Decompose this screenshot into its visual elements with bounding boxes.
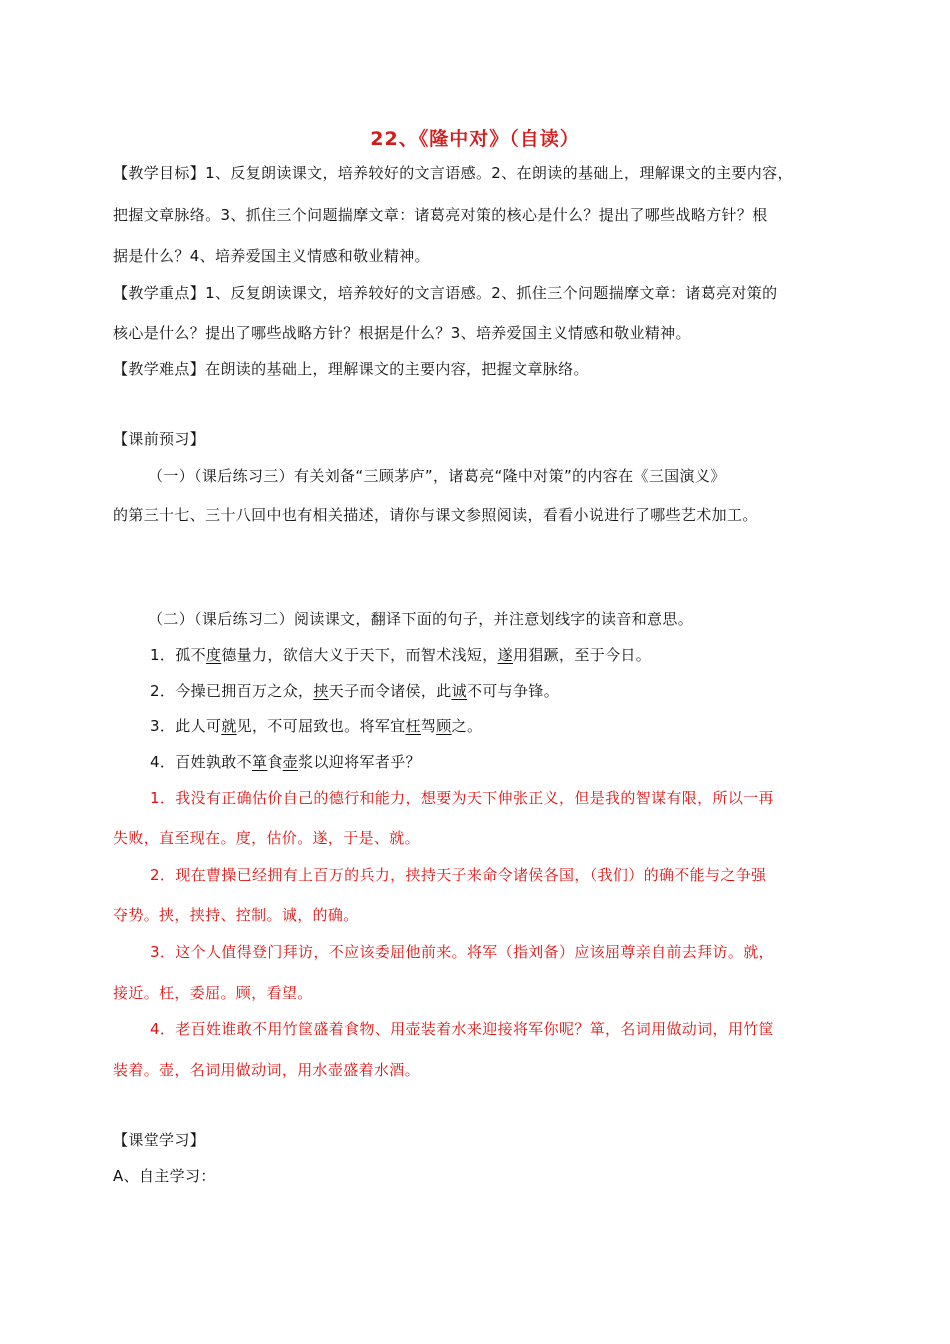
- sentence-3: [150, 716, 482, 736]
- sentence-text: 今操已拥百万之众，: [175, 682, 314, 700]
- preview-question-1-line-2: 的第三十七、三十八回中也有相关描述，请你与课文参照阅读，看看小说进行了哪些艺术加工。: [113, 506, 758, 524]
- underlined-word: 壶: [282, 753, 299, 771]
- sentence-text: 不可与争锋。: [466, 682, 560, 700]
- sentence-number: 4．: [150, 753, 176, 771]
- objectives-line-1: 【教学目标】1、反复朗读课文，培养较好的文言语感。2、在朗读的基础上，理解课文的主要内容，: [113, 164, 793, 182]
- classroom-heading: 【课堂学习】: [113, 1131, 206, 1149]
- sentence-number: 3．: [150, 717, 176, 735]
- underlined-word: 挟: [313, 682, 329, 700]
- sentence-text: 此人可: [175, 717, 222, 735]
- sentence-text: 见，不可屈致也。将军宜: [236, 717, 406, 735]
- page-title: 22、《隆中对》（自读）: [370, 128, 580, 150]
- answer-1-line-1: 1．我没有正确估价自己的德行和能力，想要为天下伸张正义，但是我的智谋有限，所以一再: [150, 789, 774, 807]
- sentence-text: 百姓孰敢不: [175, 753, 253, 771]
- preview-heading: 【课前预习】: [113, 430, 206, 448]
- objectives-line-3: 据是什么？4、培养爱国主义情感和敬业精神。: [113, 247, 430, 265]
- difficulty-line: 【教学难点】在朗读的基础上，理解课文的主要内容，把握文章脉络。: [113, 360, 589, 378]
- objectives-line-2: 把握文章脉络。3、抓住三个问题揣摩文章：诸葛亮对策的核心是什么？提出了哪些战略方针？根: [113, 206, 768, 224]
- answer-1-line-2: 失败，直至现在。度，估价。遂，于是、就。: [113, 829, 421, 847]
- self-study-label: A、自主学习：: [113, 1167, 216, 1185]
- sentence-text: 孤不: [175, 646, 206, 664]
- underlined-word: 诚: [451, 682, 467, 700]
- sentence-text: 浆以迎将军者乎？: [298, 753, 421, 771]
- sentence-4: [150, 752, 421, 772]
- preview-question-1-line-1: （一）（课后练习三）有关刘备“三顾茅庐”，诸葛亮“隆中对策”的内容在《三国演义》: [148, 467, 726, 485]
- answer-4-line-1: 4．老百姓谁敢不用竹筐盛着食物、用壶装着水来迎接将军你呢？箪，名词用做动词，用竹筐: [150, 1020, 774, 1038]
- underlined-word: 枉: [405, 717, 421, 735]
- sentence-text: 德量力，欲信大义于天下，而智术浅短，: [221, 646, 498, 664]
- underlined-word: 度: [205, 646, 222, 664]
- underlined-word: 遂: [497, 646, 513, 664]
- sentence-number: 1．: [150, 646, 176, 664]
- sentence-text: 天子而令诸侯，此: [328, 682, 452, 700]
- answer-3-line-1: 3．这个人值得登门拜访，不应该委屈他前来。将军（指刘备）应该屈尊亲自前去拜访。就，: [150, 943, 774, 961]
- underlined-word: 箪: [252, 753, 268, 771]
- sentence-text: 用猖蹶，至于今日。: [512, 646, 652, 664]
- sentence-2: [150, 681, 559, 701]
- sentence-text: 之。: [451, 717, 483, 735]
- sentence-text: 驾: [420, 717, 437, 735]
- sentence-1: [150, 645, 651, 665]
- answer-2-line-1: 2．现在曹操已经拥有上百万的兵力，挟持天子来命令诸侯各国，（我们）的确不能与之争强: [150, 866, 767, 884]
- answer-2-line-2: 夺势。挟，挟持、控制。诚，的确。: [113, 906, 359, 924]
- key-points-line-2: 核心是什么？提出了哪些战略方针？根据是什么？3、培养爱国主义情感和敬业精神。: [113, 324, 691, 342]
- answer-4-line-2: 装着。壶，名词用做动词，用水壶盛着水酒。: [113, 1061, 421, 1079]
- underlined-word: 就: [221, 717, 237, 735]
- preview-question-2-intro: （二）（课后练习二）阅读课文，翻译下面的句子，并注意划线字的读音和意思。: [148, 610, 694, 628]
- underlined-word: 顾: [436, 717, 452, 735]
- sentence-number: 2．: [150, 682, 176, 700]
- answer-3-line-2: 接近。枉，委屈。顾，看望。: [113, 984, 313, 1002]
- key-points-line-1: 【教学重点】1、反复朗读课文，培养较好的文言语感。2、抓住三个问题揣摩文章：诸葛亮对策的: [113, 284, 778, 302]
- sentence-text: 食: [267, 753, 283, 771]
